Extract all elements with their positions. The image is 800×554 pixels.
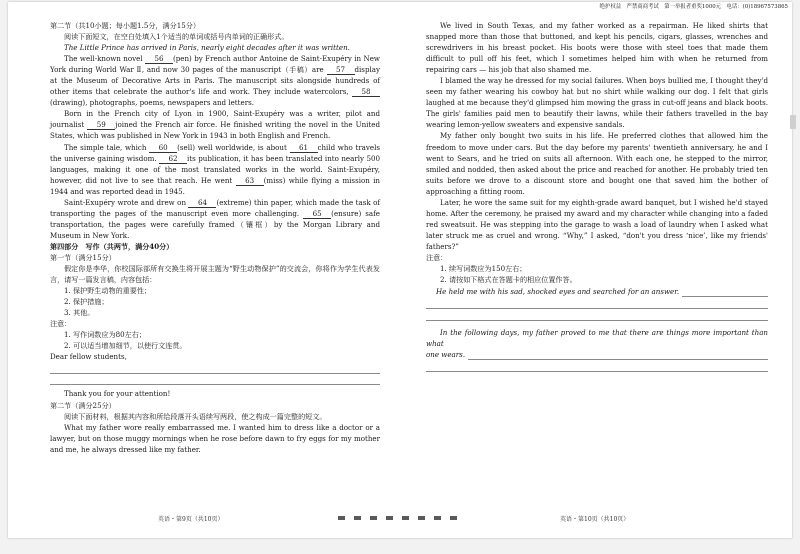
answer-line[interactable] bbox=[426, 297, 768, 309]
passage-para-2: The well-known novel 56 (pen) by French author Antoine de Saint-Exupéry in New York during World War Ⅱ, and now 30 pages of the manuscript（手稿）are 57 display at the Museum of Decorative Arts in Paris. The manuscript sits alongside hundreds of other items that celebrate the author's life and work. They include watercolors, 58(drawing), photographs, poems, newspapers and letters. bbox=[50, 54, 380, 108]
blank-57[interactable]: 57 bbox=[327, 65, 355, 75]
continuation-note-2: 2. 请按如下格式在答题卡的相应位置作答。 bbox=[440, 275, 577, 285]
paragraph-prompt-2: In the following days, my father proved to me that there are things more important than what bbox=[426, 328, 768, 349]
writing-section-2-title: 第二节（满分25分） bbox=[50, 400, 116, 410]
passage-para-1: The Little Prince has arrived in Paris, nearly eight decades after it was written. bbox=[64, 43, 350, 53]
answer-line[interactable] bbox=[682, 288, 768, 297]
page-10-footer: 英语・第10页（共10页） bbox=[560, 516, 630, 523]
story-para-4: My father only bought two suits in his life. He preferred clothes that allowed him the freedom to move under cars. But the day before my parents' twentieth anniversary, he and I went to Sears, and he tried on suits all afternoon. With each one, he stepped to the mirror, smiled and nodded, then asked about the price and reached for another. He probably tried ten suits before we drove to a discount store and bought one that saved him the bother of approaching a fitting room. bbox=[426, 131, 768, 196]
alignment-mark bbox=[370, 516, 377, 520]
writing-section-2-instruction: 阅读下面材料，根据其内容和所给段落开头语续写两段，使之构成一篇完整的短文。 bbox=[64, 411, 327, 421]
alignment-mark bbox=[418, 516, 425, 520]
exam-sheet bbox=[8, 2, 792, 538]
blank-65[interactable]: 65 bbox=[303, 209, 331, 219]
blank-63[interactable]: 63 bbox=[236, 176, 264, 186]
passage-para-3: Born in the French city of Lyon in 1900, Saint-Exupéry was a writer, pilot and journalist 59 joined the French air force. He finished writing the novel in the United States, which was published in New York in 1943 in both English and French. bbox=[50, 109, 380, 141]
blank-58[interactable]: 58 bbox=[352, 87, 380, 97]
salutation: Dear fellow students, bbox=[50, 352, 127, 362]
paragraph-prompt-1: He held me with his sad, shocked eyes and searched for an answer. bbox=[436, 287, 680, 297]
note-1: 1. 写作词数应为80左右； bbox=[64, 330, 146, 340]
alignment-mark bbox=[338, 516, 345, 520]
blank-60[interactable]: 60 bbox=[149, 143, 177, 153]
story-para-5: Later, he wore the same suit for my eighth-grade award banquet, but I wished he'd stayed home. After the ceremony, he praised my award and my character while changing into a faded red sweatsuit. He was stepping into the garage to wash a load of laundry when I asked what later struck me as cruel and wrong. “Why,” I asked, “don't you dress ‘nice’, like my friends' fathers?” bbox=[426, 197, 768, 251]
answer-line[interactable] bbox=[426, 360, 768, 372]
note-2: 2. 可以适当增加细节，以使行文连贯。 bbox=[64, 341, 187, 351]
story-para-1: What my father wore really embarrassed me. I wanted him to dress like a doctor or a lawyer, but on those muggy mornings when he rose before dawn to fry eggs for my mother and me, he always dressed like my father. bbox=[50, 422, 380, 454]
answer-line[interactable] bbox=[50, 374, 380, 386]
section-2-title: 第二节（共10小题；每小题1.5分，满分15分） bbox=[50, 21, 200, 30]
blank-64[interactable]: 64 bbox=[188, 198, 216, 208]
scroll-handle[interactable] bbox=[790, 115, 796, 129]
header-notice: 绝护权益 严禁商商考试 第一举报者重奖1000元 电话：(0)18967573865 bbox=[599, 4, 788, 10]
passage-para-4: The simple tale, which 60 (sell) well worldwide, is about 61 child who travels the universe gaining wisdom. 62 its publication, it has been translated into nearly 500 languages, making it one of the most translated works in the world. Saint-Exupéry, however, did not live to see that reach. He went 63 (miss) while flying a mission in 1944 and was reported dead in 1945. bbox=[50, 142, 380, 196]
content-item-1: 1. 保护野生动物的重要性； bbox=[64, 286, 152, 296]
answer-line[interactable] bbox=[50, 362, 380, 374]
alignment-mark bbox=[434, 516, 441, 520]
alignment-mark bbox=[386, 516, 393, 520]
notes-label: 注意： bbox=[50, 319, 72, 329]
section-2-instruction: 阅读下面短文，在空白处填入1个适当的单词或括号内单词的正确形式。 bbox=[64, 32, 289, 42]
blank-61[interactable]: 61 bbox=[290, 143, 318, 153]
prompt-1-row bbox=[426, 286, 768, 297]
alignment-mark bbox=[402, 516, 409, 520]
content-item-2: 2. 保护措施； bbox=[64, 297, 109, 307]
alignment-mark bbox=[450, 516, 457, 520]
alignment-mark bbox=[354, 516, 361, 520]
passage-para-5: Saint-Exupéry wrote and drew on 64 (extreme) thin paper, which made the task of transporting the pages of the manuscript even more challenging. 65 (ensure) safe transportation, the pages were carefully framed（镶框）by the Morgan Library and Museum in New York. bbox=[50, 197, 381, 240]
content-item-3: 3. 其他。 bbox=[64, 308, 95, 318]
continuation-note-1: 1. 续写词数应为150左右； bbox=[440, 264, 527, 274]
writing-section-1-instruction: 假定你是李华，你校国际部所有交换生将开展主题为“野生动物保护”的交流会，你将作为学生代表发言，请写一篇发言稿，内容包括： bbox=[50, 264, 380, 285]
notes-label: 注意： bbox=[426, 252, 448, 262]
prompt-2-row bbox=[426, 349, 768, 360]
closing-line: Thank you for your attention! bbox=[64, 389, 171, 399]
page-10-column bbox=[426, 20, 768, 372]
part-4-title: 第四部分 写作（共两节，满分40分） bbox=[50, 241, 174, 251]
answer-line[interactable] bbox=[426, 309, 768, 321]
blank-59[interactable]: 59 bbox=[87, 120, 115, 130]
blank-62[interactable]: 62 bbox=[159, 154, 187, 164]
writing-section-1-title: 第一节（满分15分） bbox=[50, 252, 116, 262]
paragraph-prompt-2-end: one wears. bbox=[426, 350, 466, 360]
story-para-3: I blamed the way he dressed for my social failures. When boys bullied me, I thought they'd seen my father wearing his cowboy hat but no shirt while walking our dog. I felt that girls laughed at me because they'd glimpsed him mowing the grass in cut-off jeans and black boots. The girls' families paid men to beautify their lawns, while their fathers travelled in the bay wearing lemon-yellow sweaters and expensive sandals. bbox=[426, 76, 768, 130]
story-para-2: We lived in South Texas, and my father worked as a repairman. He liked shirts that snapped more than those that buttoned, and kept his pencils, cigars, glasses, wrenches and screwdrivers in his breast pocket. His boots were those with steel toes that made them difficult to pull off his feet, which I sometimes helped him with when he returned from repairing cars — his job that also shamed me. bbox=[426, 21, 768, 75]
page-9-column bbox=[50, 20, 380, 455]
answer-line[interactable] bbox=[468, 351, 768, 360]
blank-56[interactable]: 56 bbox=[145, 54, 173, 64]
page-9-footer: 英语・第9页（共10页） bbox=[158, 516, 224, 523]
